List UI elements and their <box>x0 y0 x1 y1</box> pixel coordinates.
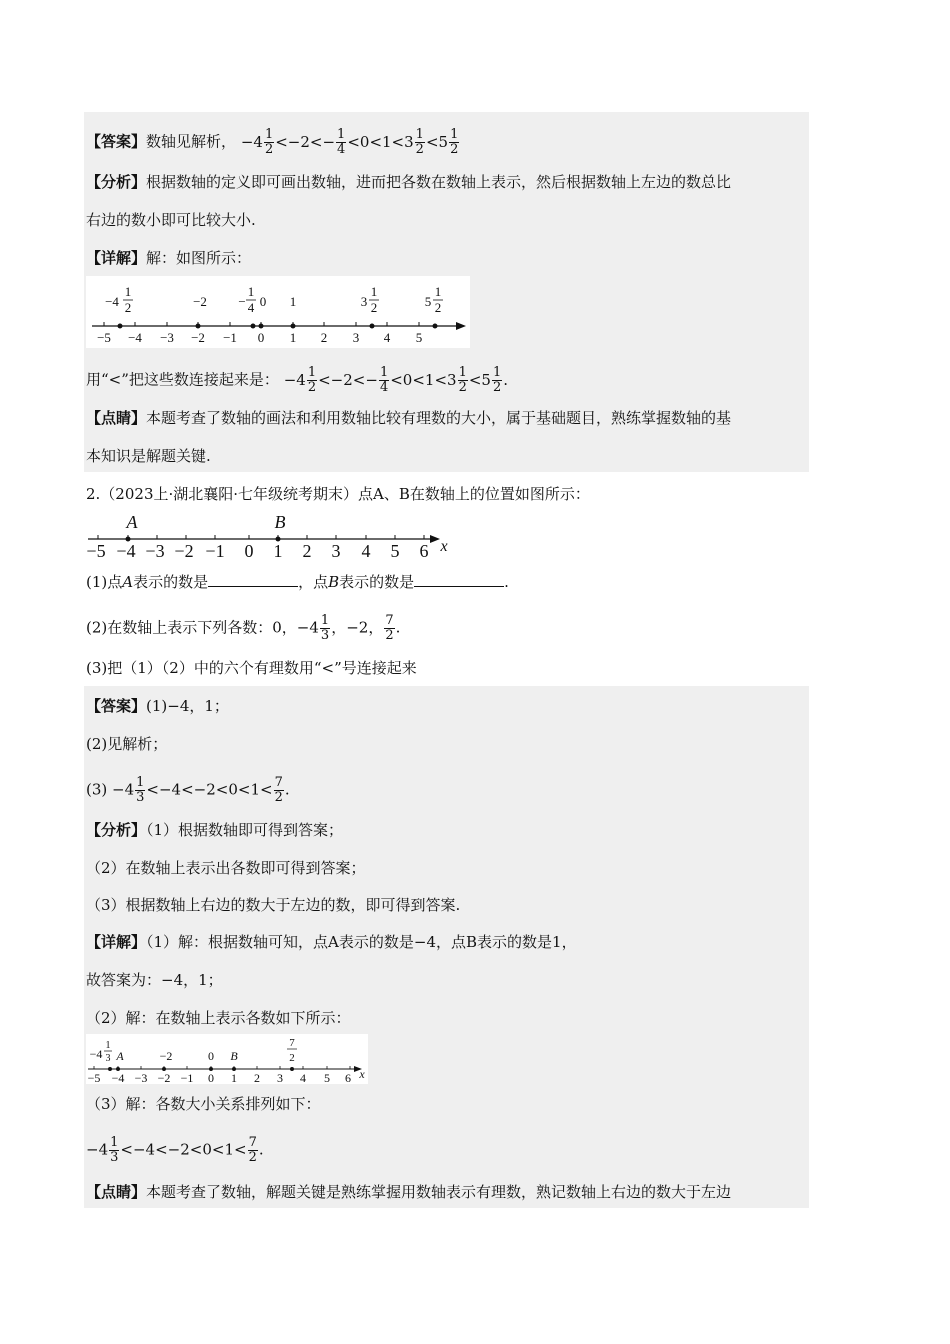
q1-answer-line <box>86 128 460 157</box>
tick-label: 2 <box>320 330 328 345</box>
tick-label: −2 <box>157 1071 171 1084</box>
tick-label: −3 <box>145 541 165 560</box>
q2-part3: (3)把（1）（2）中的六个有理数用“<”号连接起来 <box>86 659 417 677</box>
axis-variable: x <box>440 538 448 555</box>
detail-text: 解：如图所示： <box>146 249 252 267</box>
comment-text: 本题考查了数轴的画法和利用数轴比较有理数的大小，属于基础题目，熟练掌握数轴的基 <box>146 409 732 427</box>
tick-label: 4 <box>361 541 371 560</box>
point-marker <box>433 324 438 329</box>
point-b-ref: B <box>328 573 340 591</box>
point-marker <box>259 324 264 329</box>
tick-label: 2 <box>302 541 312 560</box>
analysis-tag: 【分析】 <box>86 173 147 191</box>
answer-lead: 数轴见解析， <box>146 132 237 151</box>
part1-text: ，点 <box>298 573 329 591</box>
tick-label: 0 <box>208 1071 214 1084</box>
tick-label: −3 <box>134 1071 148 1084</box>
tick-label: 0 <box>244 541 254 560</box>
q2-answer-3: (3) −4 $\frac{1}{3}$ <−4<−2<0<1< $\frac{7}{2}$ . <box>86 775 290 805</box>
point-marker <box>196 324 201 329</box>
q2-answer-2: (2)见解析； <box>86 735 168 753</box>
label-minus: − <box>238 294 246 309</box>
label-num: 7 <box>289 1037 295 1049</box>
tick-label: 1 <box>273 541 283 560</box>
q2-analysis-1 <box>86 820 343 840</box>
point-marker <box>118 324 123 329</box>
q2-part2: (2)在数轴上表示下列各数：0，−4 $\frac{1}{3}$ ，−2， $\frac{7}{2}$ . <box>86 613 401 643</box>
tick-label: −2 <box>174 541 194 560</box>
point-a-label: A <box>126 512 138 532</box>
q1-detail <box>86 248 251 268</box>
tick-label: 1 <box>231 1071 237 1084</box>
tick-label: −5 <box>86 541 106 560</box>
tick-label: −2 <box>191 330 205 345</box>
point-marker <box>291 324 296 329</box>
blank-b[interactable] <box>414 572 504 587</box>
analysis-tag: 【分析】 <box>86 821 147 839</box>
q2-comment-1 <box>86 1182 731 1202</box>
tick-label: 0 <box>257 330 265 345</box>
label-den: 2 <box>370 300 378 315</box>
number-line-figure-2 <box>84 510 454 560</box>
tick-label: −4 <box>111 1071 125 1084</box>
blank-a[interactable] <box>208 572 298 587</box>
label-num: 1 <box>124 284 132 299</box>
tick-label: 3 <box>352 330 360 345</box>
tick-label: −1 <box>223 330 237 345</box>
q2-detail-4: （3）解：各数大小关系排列如下： <box>86 1095 321 1113</box>
q1-analysis-2: 右边的数小即可比较大小. <box>86 211 256 229</box>
tick-label: −1 <box>205 541 225 560</box>
part1-text: 表示的数是 <box>339 573 415 591</box>
tick-label: 4 <box>383 330 391 345</box>
label-den: 3 <box>105 1053 111 1064</box>
label-num: 1 <box>370 284 378 299</box>
label-den: 2 <box>124 300 132 315</box>
q1-analysis-1 <box>86 172 731 192</box>
part2-text: (2)在数轴上表示下列各数：0， <box>86 618 297 637</box>
analysis-text: （1）根据数轴即可得到答案； <box>146 821 344 839</box>
q1-connect-line <box>86 366 508 395</box>
comment-tag: 【点睛】 <box>86 409 147 427</box>
tick-label: −5 <box>97 330 111 345</box>
label-neg-2: −2 <box>159 1049 173 1063</box>
connect-text: 用“<”把这些数连接起来是： <box>86 370 279 389</box>
point-b-label: B <box>274 512 286 532</box>
tick-label: −4 <box>128 330 142 345</box>
q2-analysis-2: （2）在数轴上表示出各数即可得到答案； <box>86 859 366 877</box>
detail-tag: 【详解】 <box>86 933 147 951</box>
label-neg-2: −2 <box>193 294 207 309</box>
inequality-2: −4 $\frac{1}{2}$ <−2<− $\frac{1}{4}$ <0<1<3 $\frac{1}{2}$ <5 $\frac{1}{2}$ . <box>283 365 509 395</box>
q1-comment-1 <box>86 408 731 428</box>
detail-text: （1）解：根据数轴可知，点A表示的数是−4，点B表示的数是1， <box>146 933 577 951</box>
part1-text: (1)点 <box>86 573 123 591</box>
tick-label: 3 <box>277 1071 283 1084</box>
tick-label: 4 <box>300 1071 306 1084</box>
label-den: 2 <box>289 1052 295 1064</box>
part1-text: 表示的数是 <box>133 573 209 591</box>
q2-analysis-3: （3）根据数轴上右边的数大于左边的数，即可得到答案. <box>86 896 461 914</box>
tick-label: 5 <box>324 1071 330 1084</box>
label-num: 1 <box>434 284 442 299</box>
q2-detail-3: （2）解：在数轴上表示各数如下所示： <box>86 1009 351 1027</box>
point-marker <box>370 324 375 329</box>
answer-tag: 【答案】 <box>86 697 147 715</box>
comment-tag: 【点睛】 <box>86 1183 147 1201</box>
tick-label: 5 <box>390 541 400 560</box>
label-zero: 0 <box>259 294 267 309</box>
inequality-1: −4 $\frac{1}{2}$ <−2<− $\frac{1}{4}$ <0<1<3 $\frac{1}{2}$ <5 $\frac{1}{2}$ <box>240 127 459 157</box>
number-line-figure-1 <box>86 276 470 348</box>
tick-label: 2 <box>254 1071 260 1084</box>
tick-label: 3 <box>331 541 341 560</box>
label-zero: 0 <box>208 1049 214 1063</box>
tick-label: −1 <box>180 1071 194 1084</box>
q2-part1: (1)点A表示的数是 ，点B表示的数是 . <box>86 573 509 591</box>
tick-label: 5 <box>415 330 423 345</box>
comment-text: 本题考查了数轴，解题关键是熟练掌握用数轴表示有理数，熟记数轴上右边的数大于左边 <box>146 1183 732 1201</box>
label-den: 2 <box>434 300 442 315</box>
label-neg-4-1-3: −4 <box>89 1047 103 1061</box>
answer-text: (1)−4，1； <box>146 697 229 715</box>
tick-label: 6 <box>345 1071 351 1084</box>
analysis-text: 根据数轴的定义即可画出数轴，进而把各数在数轴上表示，然后根据数轴上左边的数总比 <box>146 173 732 191</box>
q2-stem: 2.（2023上·湖北襄阳·七年级统考期末）点A、B在数轴上的位置如图所示： <box>86 485 590 503</box>
point-a-label: A <box>116 1049 124 1063</box>
answer-tag: 【答案】 <box>86 132 147 151</box>
q2-answer-1 <box>86 696 229 716</box>
point-b-label: B <box>230 1049 238 1063</box>
label-five: 5 <box>424 294 432 309</box>
axis-variable: x <box>359 1067 365 1081</box>
tick-label: −5 <box>87 1071 101 1084</box>
point-a-ref: A <box>122 573 134 591</box>
label-num: 1 <box>247 284 255 299</box>
tick-label: 1 <box>289 330 297 345</box>
q2-final-inequality: −4 $\frac{1}{3}$ <−4<−2<0<1< $\frac{7}{2}$ . <box>86 1135 264 1165</box>
tick-label: −4 <box>116 541 136 560</box>
point-marker <box>251 324 256 329</box>
tick-label: 6 <box>419 541 429 560</box>
tick-label: −3 <box>160 330 174 345</box>
label-neg-4: −4 <box>105 294 119 309</box>
label-num: 1 <box>105 1040 111 1051</box>
point-marker <box>290 1067 294 1071</box>
label-three: 3 <box>360 294 368 309</box>
q2-detail-1 <box>86 932 577 952</box>
detail-tag: 【详解】 <box>86 249 147 267</box>
label-den: 4 <box>247 300 255 315</box>
label-one: 1 <box>289 294 297 309</box>
number-line-figure-3 <box>86 1034 368 1084</box>
q2-detail-2: 故答案为：−4，1； <box>86 971 223 989</box>
q1-comment-2: 本知识是解题关键. <box>86 447 211 465</box>
